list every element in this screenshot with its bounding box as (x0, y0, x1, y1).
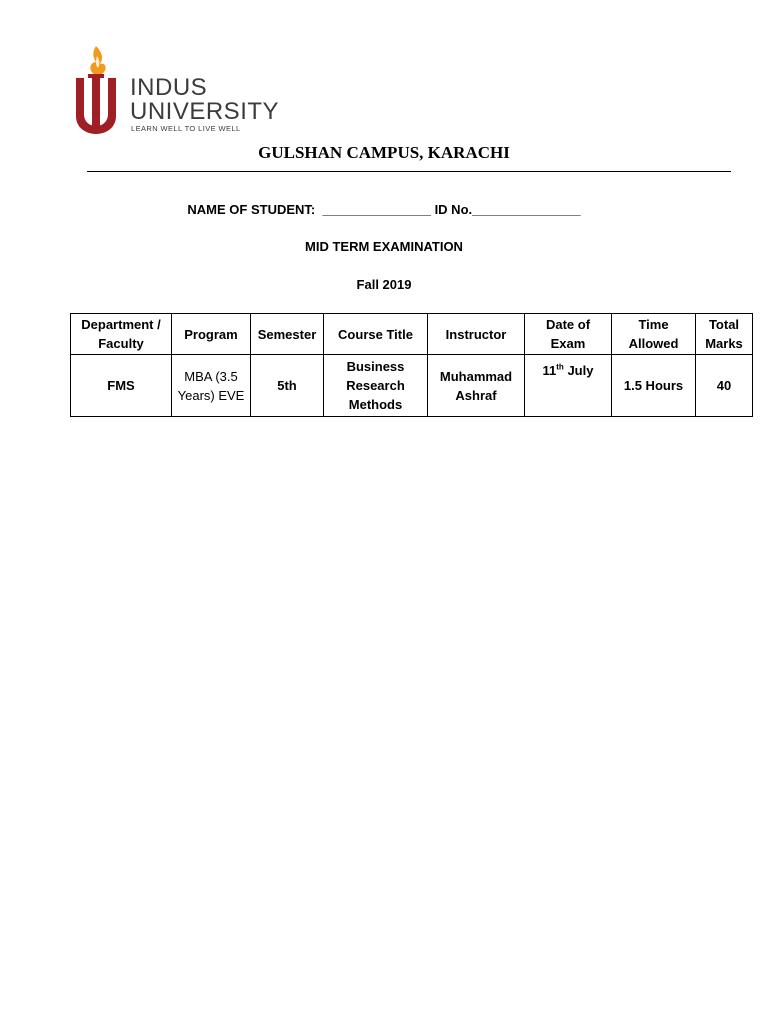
brand-tagline: LEARN WELL TO LIVE WELL (131, 124, 241, 133)
brand-name (130, 76, 279, 124)
student-info-line (0, 202, 768, 217)
exam-title: MID TERM EXAMINATION (305, 239, 463, 254)
table-row (71, 355, 753, 417)
campus-heading: GULSHAN CAMPUS, KARACHI (258, 143, 510, 162)
header-course-title: Course Title (324, 314, 428, 355)
cell-instructor: Muhammad Ashraf (428, 355, 525, 417)
header-divider (87, 171, 731, 172)
cell-time-allowed: 1.5 Hours (612, 355, 696, 417)
student-id-label: ID No. (434, 202, 473, 217)
header-time-allowed: Time Allowed (612, 314, 696, 355)
header-program: Program (172, 314, 251, 355)
cell-program: MBA (3.5 Years) EVE (172, 355, 251, 417)
cell-department: FMS (71, 355, 172, 417)
cell-date: 11th July (525, 355, 612, 417)
table-header-row (71, 314, 753, 355)
cell-total-marks: 40 (696, 355, 753, 417)
header-instructor: Instructor (428, 314, 525, 355)
university-logo (72, 44, 302, 136)
header-date: Date of Exam (525, 314, 612, 355)
student-name-blank: _______________ (322, 202, 431, 217)
header-semester: Semester (251, 314, 324, 355)
torch-emblem-icon (72, 44, 132, 136)
brand-line-2: UNIVERSITY (130, 98, 280, 125)
student-id-blank: _______________ (472, 202, 581, 217)
header-department: Department / Faculty (71, 314, 172, 355)
brand-line-1: INDUS (130, 74, 208, 101)
header-total-marks: Total Marks (696, 314, 753, 355)
exam-term: Fall 2019 (356, 277, 412, 292)
student-name-label: NAME OF STUDENT: (187, 202, 316, 217)
exam-info-table (70, 313, 753, 417)
cell-course-title: Business Research Methods (324, 355, 428, 417)
cell-semester: 5th (251, 355, 324, 417)
